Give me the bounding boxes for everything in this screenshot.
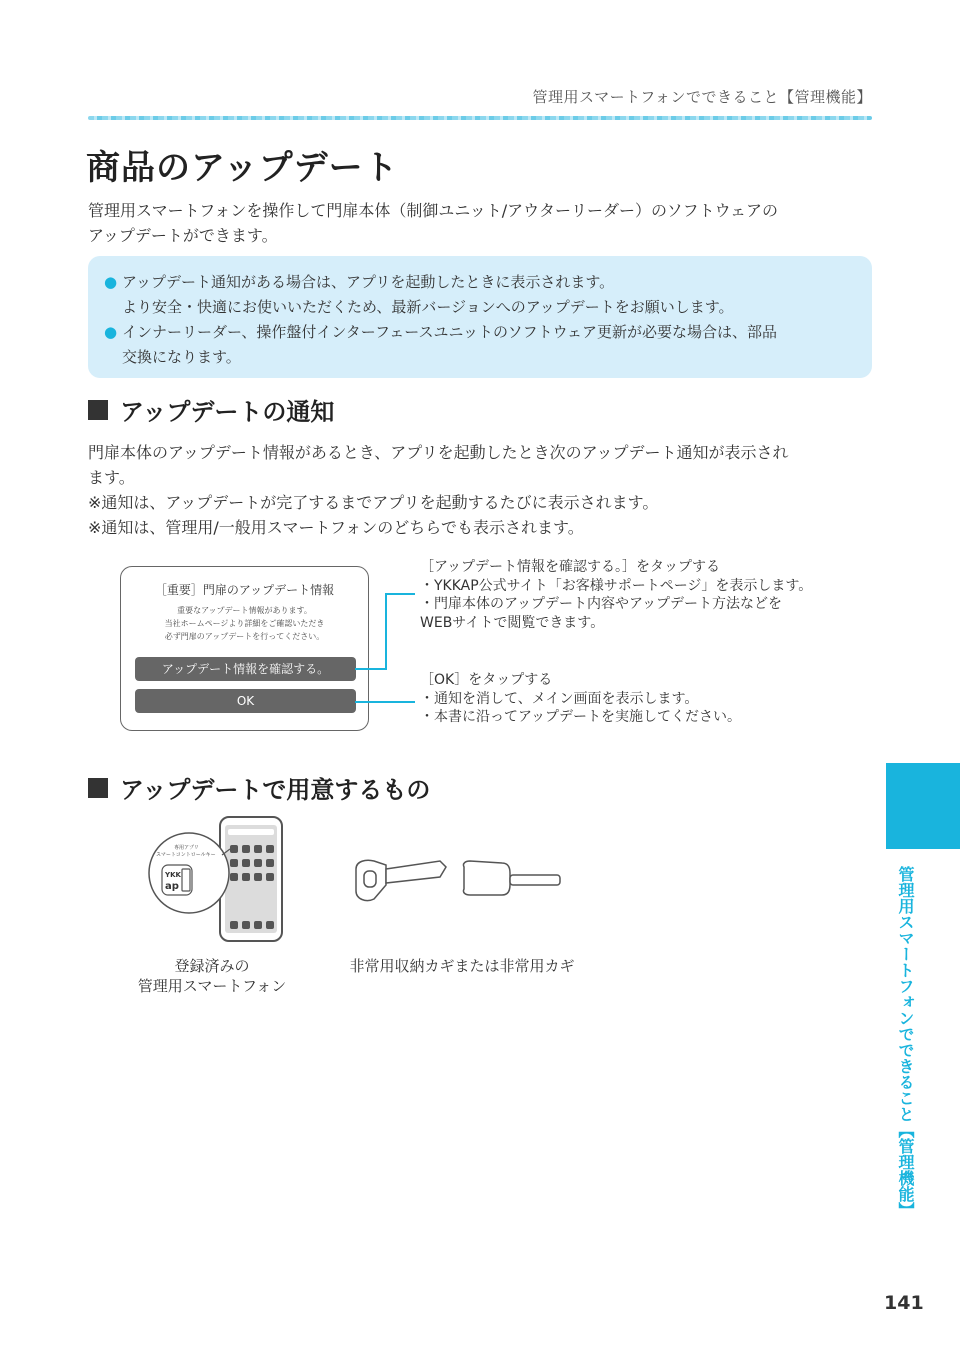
connector-line [355,701,415,703]
note-every-launch: ※通知は、アップデートが完了するまでアプリを起動するたびに表示されます。 [88,493,659,512]
note-2-line-2: 交換になります。 [122,348,241,366]
note-1-cont [104,295,854,320]
note-box [88,256,872,378]
section-heading-text: アップデートで用意するもの [120,776,431,804]
running-header: 管理用スマートフォンでできること【管理機能】 [532,88,872,106]
emergency-storage-key [356,860,446,900]
dialog-message-line-1: 重要なアップデート情報があります。 [177,606,312,615]
page-number: 141 [884,1292,924,1314]
dialog-message-line-3: 必ず門扉のアップデートを行ってください。 [164,632,325,641]
dialog-message [121,604,368,643]
ok-button: OK [135,689,356,713]
square-bullet-icon [88,778,108,798]
callout-confirm-title: ［アップデート情報を確認する。］をタップする [420,559,721,575]
connector-line [355,668,386,670]
header-divider [88,116,872,120]
square-bullet-icon [88,400,108,420]
dialog-message-line-2: 当社ホームページより詳細をご確認いただき [164,619,325,628]
section-heading-text: アップデートの通知 [120,398,335,426]
connector-line [385,593,415,595]
callout-confirm [420,558,812,632]
page-title: 商品のアップデート [86,148,399,188]
intro-paragraph [88,198,878,248]
bullet-icon: ● [104,273,118,291]
intro-line-2: アップデートができます。 [88,226,278,245]
callout-ok-title: ［OK］をタップする [420,672,553,688]
note-2-line-1: インナーリーダー、操作盤付インターフェースユニットのソフトウェア更新が必要な場合は、部品 [122,323,778,341]
callout-ok-line: ・本書に沿ってアップデートを実施してください。 [420,709,742,725]
description-line-2: ます。 [88,468,135,487]
caption-keys: 非常用収納カギまたは非常用カギ [349,957,575,975]
app-logo-top: YKK [165,871,181,879]
smartphone-illustration [146,815,286,945]
callout-ok-line: ・通知を消して、メイン画面を表示します。 [420,690,699,707]
caption-smartphone-line-2: 管理用スマートフォン [137,977,287,995]
callout-confirm-line: WEBサイトで閲覧できます。 [420,614,605,631]
note-2 [104,320,854,345]
keys-illustration [352,855,567,910]
section-heading-requirements [88,770,430,805]
app-label-2: スマートコントロールキー [156,852,216,858]
app-logo-bottom: ap [165,881,179,892]
caption-smartphone-line-1: 登録済みの [174,957,250,975]
description-line-1: 門扉本体のアップデート情報があるとき、アプリを起動したとき次のアップデート通知が表示され [88,443,789,462]
section-heading-notification [88,392,334,427]
app-label-1: 専用アプリ [174,845,199,851]
update-dialog-mockup [120,566,369,731]
dialog-title: ［重要］門扉のアップデート情報 [154,583,335,597]
confirm-update-button: アップデート情報を確認する。 [135,657,356,681]
callout-confirm-line: ・YKKAP公式サイト「お客様サポートページ」を表示します。 [420,577,813,594]
chapter-tab [886,763,960,849]
note-2-cont [104,345,854,370]
note-1-line-1: アップデート通知がある場合は、アプリを起動したときに表示されます。 [122,273,615,291]
connector-line [385,593,387,670]
caption-smartphone [132,956,292,996]
note-both-phones: ※通知は、管理用/一般用スマートフォンのどちらでも表示されます。 [88,518,584,537]
intro-line-1: 管理用スマートフォンを操作して門扉本体（制御ユニット/アウターリーダー）のソフトウェアの [88,201,779,220]
note-1-line-2: より安全・快適にお使いいただくため、最新バージョンへのアップデートをお願いします。 [122,298,734,316]
bullet-icon: ● [104,323,118,341]
emergency-key [463,861,560,895]
notification-description [88,440,878,540]
chapter-tab-label: 管理用スマートフォンでできること【管理機能】 [896,866,915,1218]
callout-ok [420,671,741,727]
note-1 [104,270,854,295]
callout-confirm-line: ・門扉本体のアップデート内容やアップデート方法などを [420,596,783,612]
